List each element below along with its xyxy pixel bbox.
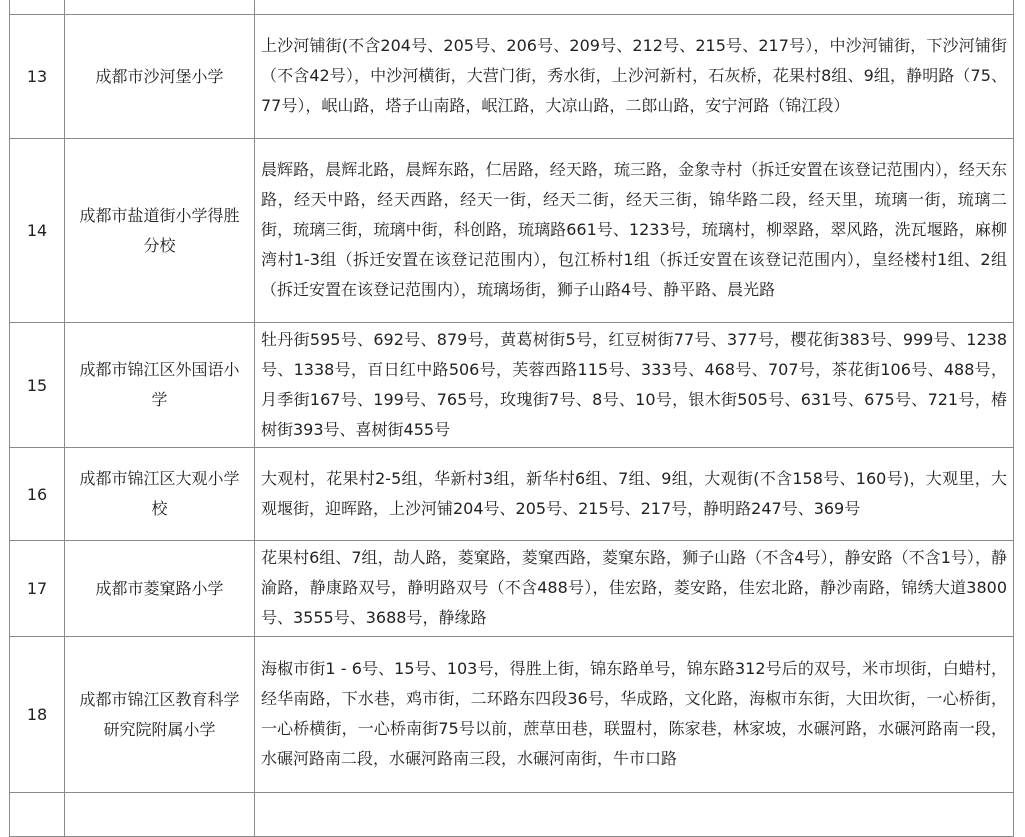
row-number-cell: 13 (10, 15, 65, 139)
table-row (10, 637, 1014, 793)
enrollment-area-cell: 牡丹街595号、692号、879号，黄葛树街5号，红豆树街77号、377号，樱花街383号、999号、1238号、1338号，百日红中路506号，芙蓉西路115号、333号、468号、707号，茶花街106号、488号，月季街167号、199号、765号，玫瑰街7号、8号、10号，银木街505号、631号、675号、721号，椿树街393号、喜树街455号 (255, 323, 1014, 448)
row-number-cell: 16 (10, 448, 65, 541)
school-name-cell: 成都市盐道街小学得胜分校 (65, 139, 255, 323)
row-number-cell: 18 (10, 637, 65, 793)
table-row-partial-top (10, 0, 1014, 15)
school-name-cell: 成都市锦江区教育科学研究院附属小学 (65, 637, 255, 793)
school-district-table-container (9, 0, 1014, 837)
school-name-cell: 成都市菱窠路小学 (65, 541, 255, 637)
table-row (10, 15, 1014, 139)
enrollment-area-cell: 上沙河铺街(不含204号、205号、206号、209号、212号、215号、217号），中沙河铺街，下沙河铺街（不含42号），中沙河横街，大营门街，秀水街，上沙河新村，石灰桥，花果村8组、9组，静明路（75、77号），岷山路，塔子山南路，岷江路，大凉山路，二郎山路，安宁河路（锦江段） (255, 15, 1014, 139)
enrollment-area-cell: 大观村，花果村2-5组，华新村3组，新华村6组、7组、9组，大观街(不含158号、160号)，大观里，大观堰街，迎晖路，上沙河铺204号、205号、215号、217号，静明路247号、369号 (255, 448, 1014, 541)
enrollment-area-cell (255, 0, 1014, 15)
school-name-cell: 成都市沙河堡小学 (65, 15, 255, 139)
table-row (10, 323, 1014, 448)
row-number-cell (10, 0, 65, 15)
enrollment-area-cell (255, 793, 1014, 837)
school-name-cell: 成都市锦江区外国语小学 (65, 323, 255, 448)
table-row (10, 448, 1014, 541)
table-row (10, 541, 1014, 637)
row-number-cell: 14 (10, 139, 65, 323)
row-number-cell: 15 (10, 323, 65, 448)
school-district-table (9, 0, 1014, 837)
enrollment-area-cell: 晨辉路，晨辉北路，晨辉东路，仁居路，经天路，琉三路，金象寺村（拆迁安置在该登记范围内），经天东路，经天中路，经天西路，经天一街，经天二街，经天三街，锦华路二段，经天里，琉璃一街，琉璃二街，琉璃三街，琉璃中街，科创路，琉璃路661号、1233号，琉璃村，柳翠路，翠风路，洗瓦堰路，麻柳湾村1-3组（拆迁安置在该登记范围内），包江桥村1组（拆迁安置在该登记范围内），皇经楼村1组、2组（拆迁安置在该登记范围内），琉璃场街，狮子山路4号、静平路、晨光路 (255, 139, 1014, 323)
enrollment-area-cell: 海椒市街1 - 6号、15号、103号，得胜上街，锦东路单号，锦东路312号后的双号，米市坝街，白蜡村，经华南路，下水巷，鸡市街，二环路东四段36号，华成路，文化路，海椒市东街，大田坎街，一心桥街，一心桥横街，一心桥南街75号以前，蔗草田巷，联盟村，陈家巷，林家坡，水碾河路，水碾河路南一段，水碾河路南二段，水碾河路南三段，水碾河南街，牛市口路 (255, 637, 1014, 793)
school-name-cell: 成都市锦江区大观小学校 (65, 448, 255, 541)
school-name-cell (65, 793, 255, 837)
table-row (10, 139, 1014, 323)
table-row-partial-bottom (10, 793, 1014, 837)
row-number-cell (10, 793, 65, 837)
enrollment-area-cell: 花果村6组、7组，劼人路，菱窠路，菱窠西路，菱窠东路，狮子山路（不含4号），静安路（不含1号），静渝路，静康路双号，静明路双号（不含488号），佳宏路，菱安路，佳宏北路，静沙南路，锦绣大道3800号、3555号、3688号，静缘路 (255, 541, 1014, 637)
school-name-cell (65, 0, 255, 15)
row-number-cell: 17 (10, 541, 65, 637)
